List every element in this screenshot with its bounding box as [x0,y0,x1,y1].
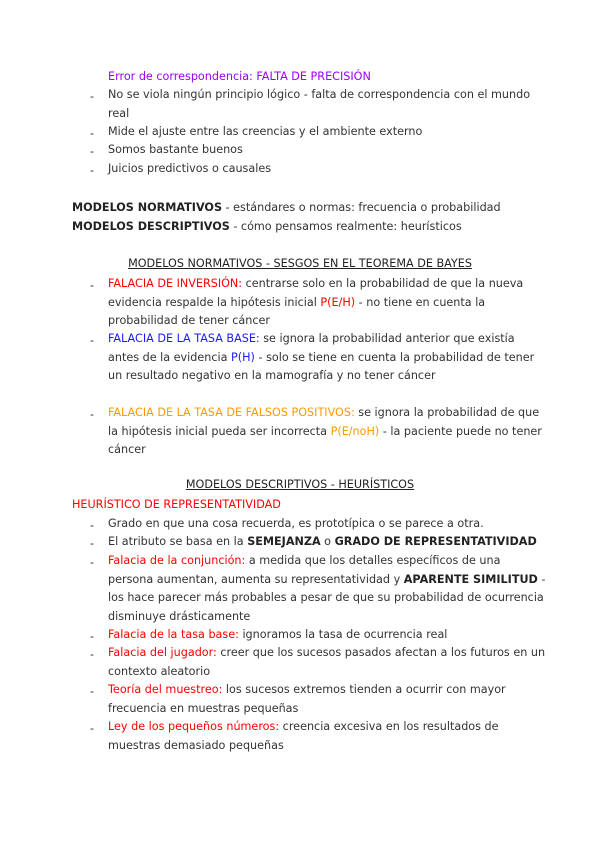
bullet-dash: - [90,164,95,177]
list-item: Mide el ajuste entre las creencias y el ambiente externo [108,125,423,138]
bullet-dash: - [90,722,95,735]
item-text: se ignora la probabilidad de que la hipótesis inicial pueda ser incorrecta [108,406,540,438]
definition-term: MODELOS NORMATIVOS [72,201,222,214]
item-text: se ignora la probabilidad anterior que existía antes de la evidencia [108,332,515,364]
fallacy-label: Falacia de la tasa base: [108,628,239,641]
item-text: - la paciente puede no tener cáncer [108,424,542,456]
item-text: creer que los sucesos pasados afectan a los futuros en un contexto aleatorio [108,646,546,678]
definition-term: MODELOS DESCRIPTIVOS [72,220,230,233]
fallacy-label: Falacia del jugador: [108,646,217,659]
item-text: - solo se tiene en cuenta la probabilidad de tener un resultado negativo en la mamografía y no tener cáncer [108,350,535,382]
list-item [108,533,548,552]
bullet-dash: - [90,279,95,292]
item-text: - los hace parecer más probables a pesar de que su probabilidad de ocurrencia disminuye drásticamente [108,572,546,623]
bullet-dash: - [90,519,95,532]
error-heading: Error de correspondencia: FALTA DE PRECISIÓN [108,70,371,83]
normative-section-title: MODELOS NORMATIVOS - SESGOS EN EL TEOREMA DE BAYES [128,257,472,270]
bullet-dash: - [90,408,95,421]
fallacy-label: FALACIA DE LA TASA BASE: [108,332,260,345]
list-item [108,404,548,460]
item-text: creencia excesiva en los resultados de muestras demasiado pequeñas [108,720,499,752]
item-text: El atributo se basa en la [108,535,248,548]
list-item [108,552,548,626]
definition-normative [72,201,501,215]
definition-descriptive [72,220,462,234]
list-item [108,275,548,331]
list-item [108,330,548,386]
fallacy-label: FALACIA DE INVERSIÓN: [108,277,243,290]
list-item [108,644,548,681]
bullet-dash: - [90,127,95,140]
bullet-dash: - [90,648,95,661]
item-text: centrarse solo en la probabilidad de que la nueva evidencia respalde la hipótesis inicial [108,277,524,309]
list-item: Somos bastante buenos [108,143,243,156]
item-text: los sucesos extremos tienden a ocurrir con mayor frecuencia en muestras pequeñas [108,683,506,715]
list-item [108,626,548,645]
fallacy-label: Ley de los pequeños números: [108,720,280,733]
bullet-dash: - [90,537,95,550]
fallacy-label: Teoría del muestreo: [108,683,223,696]
list-item [108,718,548,755]
definition-desc: - cómo pensamos realmente: heurísticos [229,220,462,233]
list-item: Grado en que una cosa recuerda, es prototípica o se parece a otra. [108,517,484,530]
bullet-dash: - [90,90,95,103]
fallacy-label: Falacia de la conjunción: [108,554,246,567]
item-text: ignoramos la tasa de ocurrencia real [238,628,448,641]
bullet-dash: - [90,556,95,569]
emphasis: APARENTE SIMILITUD [403,572,538,586]
descriptive-section-title: MODELOS DESCRIPTIVOS - HEURÍSTICOS [185,478,415,491]
formula: P(H) [231,350,255,364]
list-item [108,681,548,718]
formula: P(E/noH) [330,424,380,438]
emphasis: GRADO DE REPRESENTATIVIDAD [334,535,537,548]
bullet-dash: - [90,334,95,347]
list-item: No se viola ningún principio lógico - falta de correspondencia con el mundo real [108,88,531,120]
bullet-dash: - [90,145,95,158]
item-text: o [320,535,335,548]
formula: P(E/H) [320,295,356,309]
emphasis: SEMEJANZA [247,535,321,548]
fallacy-label: FALACIA DE LA TASA DE FALSOS POSITIVOS: [108,406,355,419]
item-text: a medida que los detalles específicos de una persona aumentan, aumenta su representatividad y [108,554,501,586]
definition-desc: - estándares o normas: frecuencia o probabilidad [222,201,501,214]
bullet-dash: - [90,630,95,643]
item-text: - no tiene en cuenta la probabilidad de tener cáncer [108,295,486,327]
bullet-dash: - [90,685,95,698]
representativeness-heading: HEURÍSTICO DE REPRESENTATIVIDAD [72,498,281,511]
list-item: Juicios predictivos o causales [108,162,272,175]
